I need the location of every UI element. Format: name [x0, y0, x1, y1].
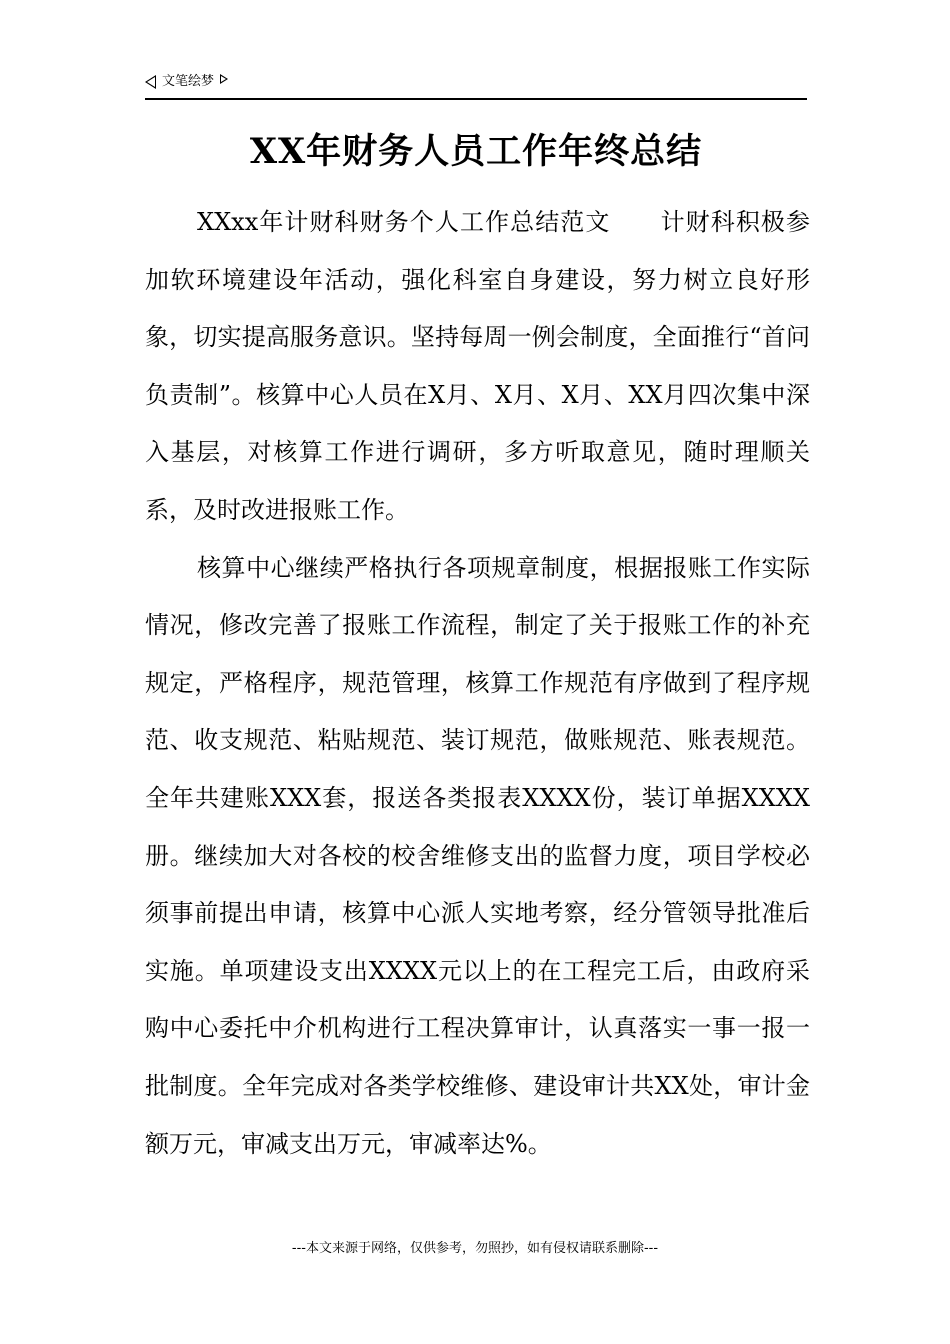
paragraph-2: 核算中心继续严格执行各项规章制度，根据报账工作实际情况，修改完善了报账工作流程，制定了关于报账工作的补充规定，严格程序，规范管理，核算工作规范有序做到了程序规范、收支规范、粘贴规范、装订规范，做账规范、账表规范。全年共建账XXX套，报送各类报表XXXX份，装订单据XXXX册。继续加大对各校的校舍维修支出的监督力度，项目学校必须事前提出申请，核算中心派人实地考察，经分管领导批准后实施。单项建设支出XXXX元以上的在工程完工后，由政府采购中心委托中介机构进行工程决算审计，认真落实一事一报一批制度。全年完成对各类学校维修、建设审计共XX处，审计金额万元，审减支出万元，审减率达%。 — [145, 553, 810, 1158]
triangle-left-outline-icon — [145, 75, 156, 89]
paragraph-1: XXxx年计财科财务个人工作总结范文 计财科积极参加软环境建设年活动，强化科室自身建设，努力树立良好形象，切实提高服务意识。坚持每周一例会制度，全面推行“首问负责制”。核算中心人员在X月、X月、X月、XX月四次集中深入基层，对核算工作进行调研，多方听取意见，随时理顺关系，及时改进报账工作。 — [145, 208, 810, 524]
footer-notice: ---本文来源于网络，仅供参考，勿照抄，如有侵权请联系删除--- — [291, 1241, 659, 1256]
triangle-right-outline-icon — [220, 74, 228, 84]
document-title: XX年财务人员工作年终总结 — [249, 131, 703, 172]
header-brand: 文笔绘梦 — [162, 74, 215, 89]
page-header — [145, 72, 807, 100]
document-body — [145, 194, 810, 1173]
